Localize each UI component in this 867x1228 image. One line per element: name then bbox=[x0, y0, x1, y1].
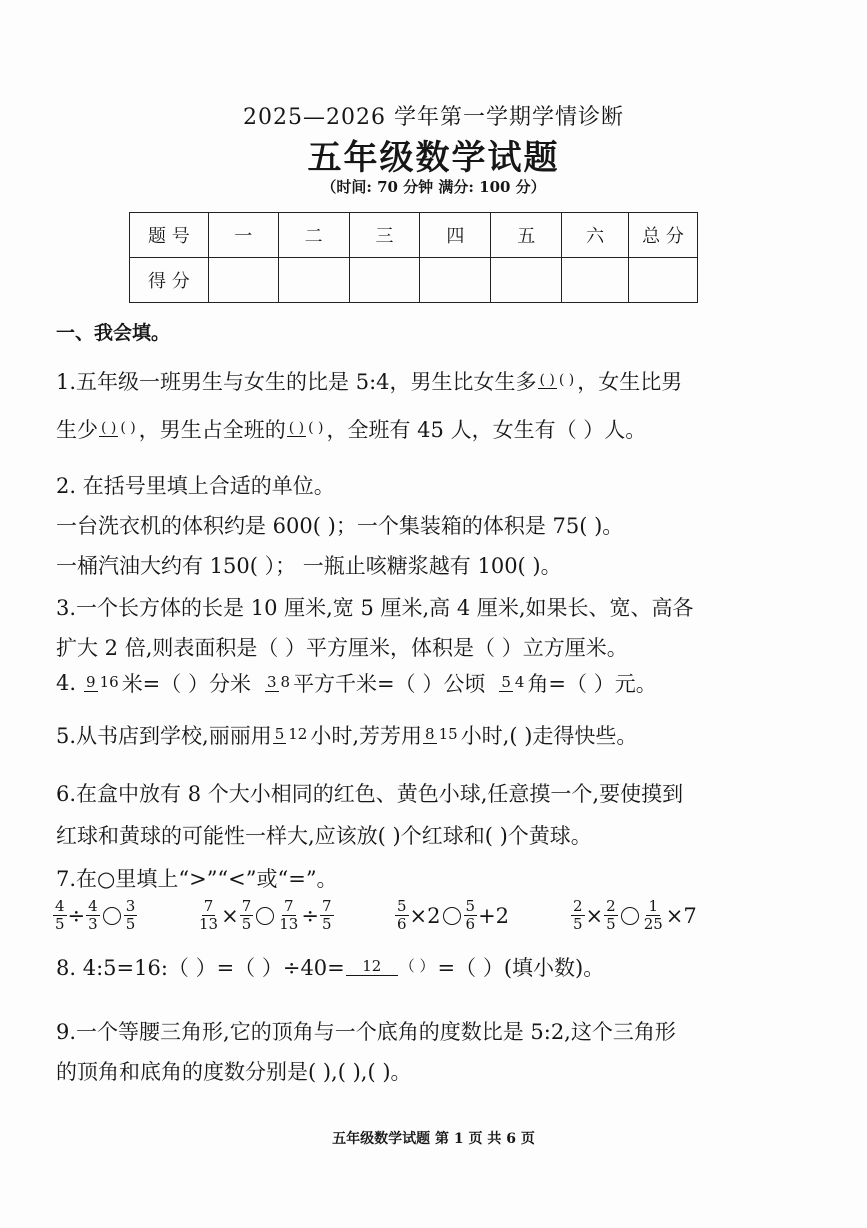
fraction-numerator: ( ) bbox=[539, 372, 555, 388]
fraction-denominator: 5 bbox=[125, 915, 136, 933]
fraction-numerator: 3 bbox=[125, 897, 136, 915]
fraction-numerator: 7 bbox=[241, 897, 252, 915]
fraction-numerator: 2 bbox=[573, 897, 583, 915]
score-input-cell[interactable] bbox=[208, 258, 278, 303]
q4-text: 米=（ ）分米 bbox=[121, 672, 251, 696]
question-9-line-1: 9.一个等腰三角形,它的顶角与一个底角的度数比是 5:2,这个三角形 bbox=[56, 1020, 676, 1044]
q1-text: ，全班有 45 人，女生有（ ）人。 bbox=[326, 418, 647, 442]
operator: × bbox=[585, 903, 604, 928]
fraction-numerator: 7 bbox=[203, 897, 214, 915]
q5-text: 5.从书店到学校,丽丽用 bbox=[56, 724, 272, 748]
fraction bbox=[423, 726, 460, 744]
fraction bbox=[124, 898, 138, 933]
operator: +2 bbox=[478, 903, 510, 928]
q4-label: 4. bbox=[56, 671, 77, 695]
score-input-cell[interactable] bbox=[278, 258, 349, 303]
answer-fraction[interactable] bbox=[99, 421, 138, 437]
fraction-denominator: 6 bbox=[397, 915, 407, 933]
question-3-line-2: 扩大 2 倍,则表面积是（ ）平方厘米，体积是（ ）立方厘米。 bbox=[56, 636, 628, 660]
fraction-numerator: 7 bbox=[284, 897, 294, 915]
fraction-denominator: 25 bbox=[643, 915, 663, 933]
score-table-cell: 总 分 bbox=[629, 213, 698, 258]
q5-text: 小时,( )走得快些。 bbox=[460, 724, 638, 748]
score-table-cell: 得 分 bbox=[130, 258, 209, 303]
fraction-denominator: 6 bbox=[465, 915, 476, 933]
exam-subtitle: 2025—2026 学年第一学期学情诊断 bbox=[243, 105, 624, 130]
fraction-denominator: 16 bbox=[99, 673, 119, 691]
fraction-numerator: 5 bbox=[274, 725, 285, 743]
fraction bbox=[346, 958, 437, 976]
fraction-numerator: 5 bbox=[465, 897, 476, 915]
score-table-cell: 三 bbox=[349, 213, 420, 258]
answer-fraction[interactable] bbox=[287, 421, 326, 437]
fraction-denominator: 5 bbox=[321, 915, 332, 933]
q1-text: ，男生占全班的 bbox=[138, 418, 286, 442]
fraction-denominator: 12 bbox=[288, 725, 308, 743]
question-8 bbox=[56, 952, 604, 982]
q8-text: =（ ）(填小数)。 bbox=[437, 956, 605, 980]
compare-expression-2 bbox=[196, 898, 335, 933]
fraction bbox=[86, 898, 100, 933]
question-4 bbox=[56, 668, 657, 698]
fraction bbox=[277, 898, 300, 933]
compare-expression-4 bbox=[570, 898, 697, 933]
fraction-denominator: 5 bbox=[55, 915, 65, 933]
score-input-cell[interactable] bbox=[562, 258, 629, 303]
answer-fraction[interactable] bbox=[538, 373, 577, 389]
fraction-numerator: 9 bbox=[86, 673, 96, 691]
fraction-denominator: 8 bbox=[280, 673, 291, 691]
compare-circle[interactable] bbox=[256, 907, 274, 925]
fraction-numerator: 8 bbox=[425, 725, 435, 743]
fraction bbox=[464, 898, 478, 933]
time-info: （时间: 70 分钟 满分: 100 分） bbox=[321, 178, 546, 196]
question-1-line-2 bbox=[56, 414, 646, 444]
fraction-numerator: 4 bbox=[55, 897, 65, 915]
score-table bbox=[129, 212, 698, 303]
q8-text: 8. 4:5=16:（ ）=（ ）÷40= bbox=[56, 956, 345, 980]
operator: ×2 bbox=[409, 903, 441, 928]
score-input-cell[interactable] bbox=[420, 258, 491, 303]
question-1-line-1 bbox=[56, 366, 682, 396]
score-table-cell: 四 bbox=[420, 213, 491, 258]
fraction-numerator: ( ) bbox=[288, 420, 305, 436]
score-table-score-row bbox=[130, 258, 698, 303]
fraction bbox=[571, 898, 585, 933]
q1-text: 生少 bbox=[56, 418, 98, 442]
fraction bbox=[604, 898, 618, 933]
fraction-numerator: 3 bbox=[266, 673, 277, 691]
question-6-line-1: 6.在盒中放有 8 个大小相同的红色、黄色小球,任意摸一个,要使摸到 bbox=[56, 782, 684, 806]
score-input-cell[interactable] bbox=[629, 258, 698, 303]
score-input-cell[interactable] bbox=[349, 258, 420, 303]
score-table-cell: 五 bbox=[491, 213, 562, 258]
operator: ÷ bbox=[301, 903, 319, 928]
fraction-numerator: 2 bbox=[606, 897, 616, 915]
fraction bbox=[197, 898, 220, 933]
fraction-denominator: 4 bbox=[514, 673, 525, 691]
question-6-line-2: 红球和黄球的可能性一样大,应该放( )个红球和( )个黄球。 bbox=[56, 824, 592, 848]
fraction-denominator: （ ） bbox=[399, 957, 435, 975]
fraction-numerator: 5 bbox=[397, 897, 407, 915]
fraction-denominator: 5 bbox=[241, 915, 252, 933]
fraction bbox=[499, 674, 526, 692]
fraction-denominator: 15 bbox=[438, 725, 458, 743]
score-table-cell: 题 号 bbox=[130, 213, 209, 258]
fraction bbox=[642, 898, 665, 933]
score-table-header-row bbox=[130, 213, 698, 258]
fraction bbox=[265, 674, 292, 692]
section-title: 一、我会填。 bbox=[56, 322, 171, 344]
compare-circle[interactable] bbox=[443, 907, 461, 925]
question-2-title: 2. 在括号里填上合适的单位。 bbox=[56, 474, 335, 498]
q1-text: 1.五年级一班男生与女生的比是 5:4，男生比女生多 bbox=[56, 370, 537, 394]
compare-circle[interactable] bbox=[103, 907, 121, 925]
operator: ×7 bbox=[665, 903, 697, 928]
question-3-line-1: 3.一个长方体的长是 10 厘米,宽 5 厘米,高 4 厘米,如果长、宽、高各 bbox=[56, 596, 694, 620]
score-input-cell[interactable] bbox=[491, 258, 562, 303]
compare-expression-3 bbox=[394, 898, 509, 933]
score-table-cell: 六 bbox=[562, 213, 629, 258]
fraction-denominator: 5 bbox=[606, 915, 616, 933]
fraction bbox=[273, 726, 310, 744]
q4-text: 角=（ ）元。 bbox=[527, 672, 657, 696]
question-7-title: 7.在○里填上“>”“<”或“=”。 bbox=[56, 867, 338, 891]
fraction-numerator: 7 bbox=[321, 897, 332, 915]
exam-title: 五年级数学试题 bbox=[307, 138, 560, 178]
question-9-line-2: 的顶角和底角的度数分别是( ),( ),( )。 bbox=[56, 1060, 412, 1084]
score-table-cell: 一 bbox=[208, 213, 278, 258]
q1-text: ，女生比男 bbox=[577, 370, 683, 394]
page-footer: 五年级数学试题 第 1 页 共 6 页 bbox=[332, 1131, 535, 1147]
fraction bbox=[395, 898, 409, 933]
question-2-line-1: 一台洗衣机的体积约是 600( )；一个集装箱的体积是 75( )。 bbox=[56, 514, 624, 538]
fraction-denominator: 5 bbox=[573, 915, 583, 933]
compare-circle[interactable] bbox=[621, 907, 639, 925]
fraction-numerator: 1 bbox=[648, 897, 659, 915]
question-5 bbox=[56, 720, 637, 750]
fraction bbox=[240, 898, 254, 933]
fraction-denominator: 3 bbox=[88, 915, 98, 933]
fraction-denominator: ( ) bbox=[120, 420, 136, 436]
score-table-cell: 二 bbox=[278, 213, 349, 258]
fraction-numerator: 4 bbox=[88, 897, 98, 915]
fraction-denominator: 13 bbox=[279, 915, 299, 933]
fraction bbox=[53, 898, 67, 933]
operator: ÷ bbox=[67, 903, 86, 928]
operator: × bbox=[221, 903, 239, 928]
fraction-denominator: ( ) bbox=[308, 420, 324, 436]
fraction-numerator: 12 bbox=[346, 958, 398, 976]
q4-text: 平方千米=（ ）公顷 bbox=[293, 672, 486, 696]
fraction bbox=[320, 898, 334, 933]
fraction-numerator: 5 bbox=[501, 673, 511, 691]
compare-expression-1 bbox=[52, 898, 138, 933]
fraction-denominator: 13 bbox=[199, 915, 219, 933]
question-2-line-2: 一桶汽油大约有 150( ）； 一瓶止咳糖浆越有 100( )。 bbox=[56, 554, 562, 578]
fraction bbox=[84, 674, 121, 692]
fraction-denominator: ( ) bbox=[558, 372, 575, 388]
fraction-numerator: ( ) bbox=[101, 420, 117, 436]
q5-text: 小时,芳芳用 bbox=[310, 724, 423, 748]
